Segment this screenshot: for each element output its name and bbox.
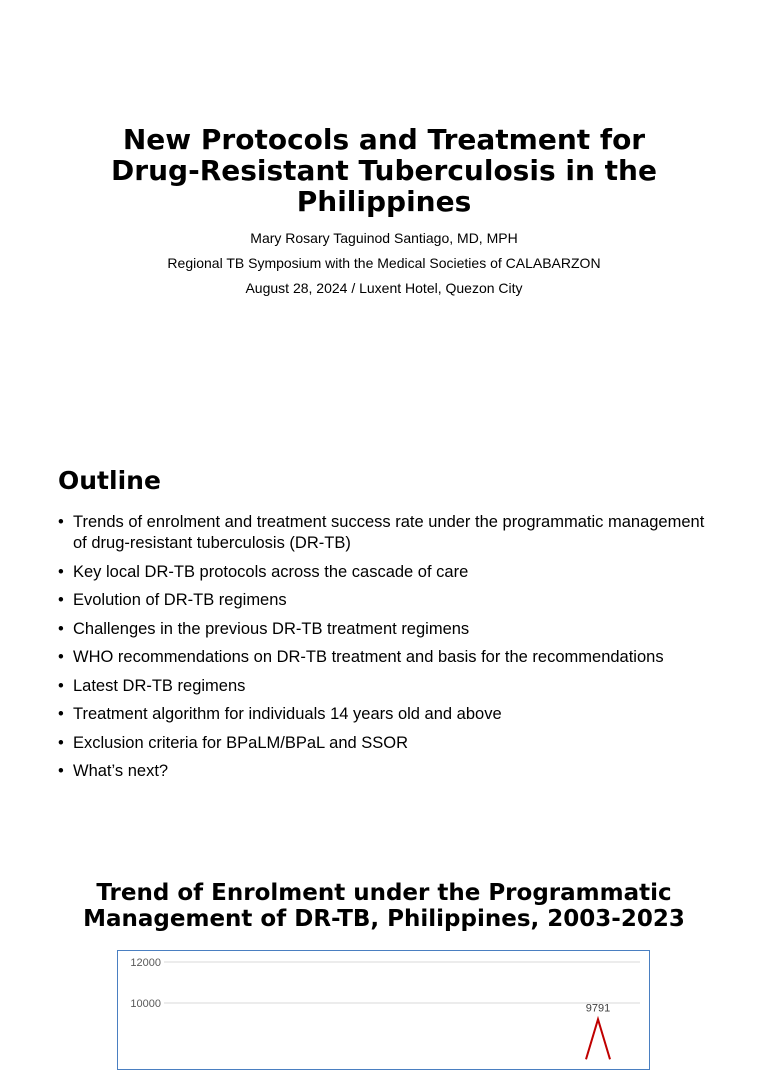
y-tick-label: 10000 xyxy=(130,998,161,1010)
presentation-title xyxy=(60,124,708,217)
bullet-icon: • xyxy=(58,705,64,723)
outline-item xyxy=(58,512,718,554)
bullet-icon: • xyxy=(58,513,64,531)
outline-item xyxy=(58,590,718,611)
outline-item-text: Latest DR-TB regimens xyxy=(73,676,246,695)
outline-list xyxy=(58,512,718,790)
outline-item-text: Evolution of DR-TB regimens xyxy=(73,591,287,609)
outline-item xyxy=(58,733,718,754)
outline-item-text: WHO recommendations on DR-TB treatment and basis for the recommendations xyxy=(73,648,664,666)
chart-svg xyxy=(118,951,649,1069)
outline-item-text: Key local DR-TB protocols across the cascade of care xyxy=(73,562,469,581)
title-slide xyxy=(0,0,768,432)
outline-heading: Outline xyxy=(58,466,161,495)
trend-title-line: Trend of Enrolment under the Programmatic xyxy=(96,880,672,906)
bullet-icon: • xyxy=(58,591,64,609)
event-name: Regional TB Symposium with the Medical Societies of CALABARZON xyxy=(167,255,601,271)
outline-item-text: Exclusion criteria for BPaLM/BPaL and SSOR xyxy=(73,733,409,752)
trend-slide xyxy=(0,852,768,1024)
trend-title-line: Management of DR-TB, Philippines, 2003-2023 xyxy=(83,906,685,932)
bullet-icon: • xyxy=(58,676,64,695)
outline-item-text: Treatment algorithm for individuals 14 years old and above xyxy=(73,705,502,723)
outline-item-text: Trends of enrolment and treatment success rate under the programmatic management of drug-resistant tuberculosis (DR-TB) xyxy=(73,513,705,552)
data-label: 9791 xyxy=(585,1002,611,1015)
bullet-icon: • xyxy=(58,562,64,581)
bullet-icon: • xyxy=(58,648,64,666)
outline-item xyxy=(58,761,718,782)
trend-title xyxy=(40,880,728,932)
y-tick-label: 12000 xyxy=(130,957,161,969)
series-line xyxy=(586,1019,610,1059)
outline-item xyxy=(58,704,718,725)
title-line: Philippines xyxy=(296,185,472,218)
outline-item-text: Challenges in the previous DR-TB treatment regimens xyxy=(73,619,470,638)
outline-item xyxy=(58,619,718,640)
author-name: Mary Rosary Taguinod Santiago, MD, MPH xyxy=(250,230,518,246)
title-line: Drug-Resistant Tuberculosis in the xyxy=(111,154,657,187)
outline-slide xyxy=(0,432,768,852)
title-line: New Protocols and Treatment for xyxy=(122,123,646,156)
bullet-icon: • xyxy=(58,762,64,780)
enrolment-chart xyxy=(117,950,650,1070)
date-venue: August 28, 2024 / Luxent Hotel, Quezon City xyxy=(245,280,523,296)
bullet-icon: • xyxy=(58,619,64,638)
outline-item xyxy=(58,562,718,583)
outline-item-text: What’s next? xyxy=(73,762,169,780)
bullet-icon: • xyxy=(58,733,64,752)
outline-item xyxy=(58,676,718,697)
outline-item xyxy=(58,647,718,668)
